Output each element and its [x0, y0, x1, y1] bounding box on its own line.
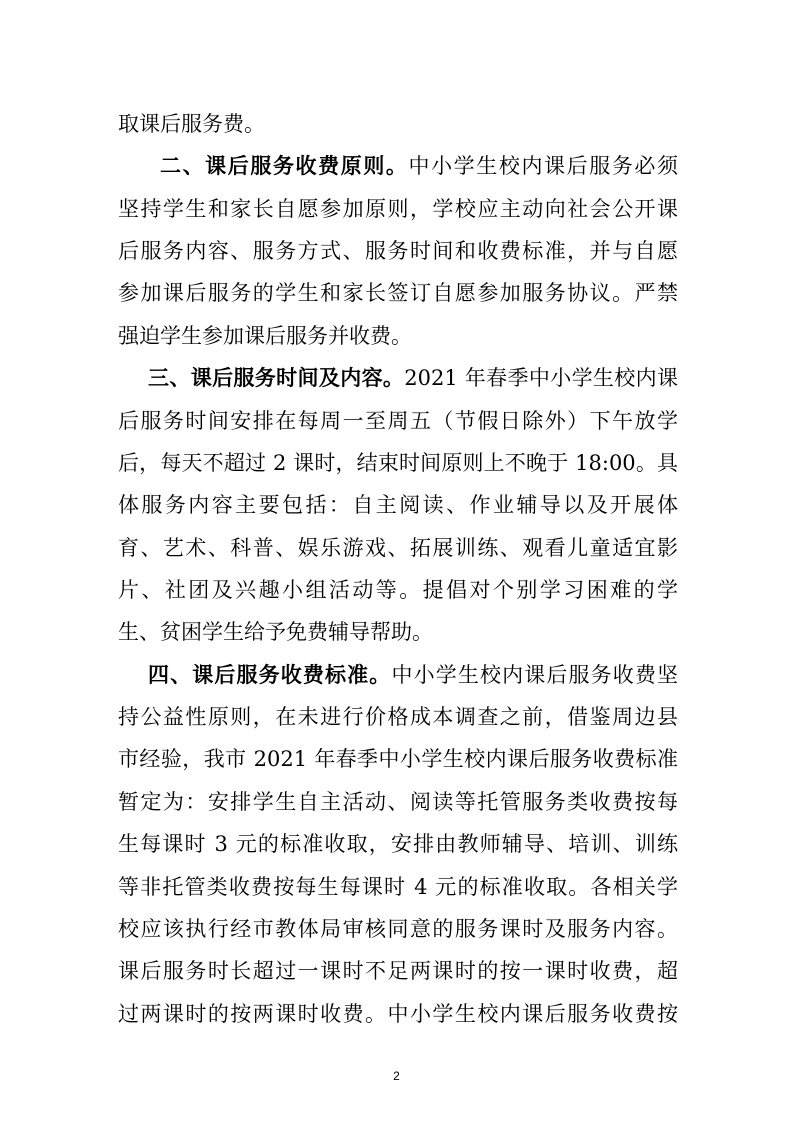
section-4-heading: 四、课后服务收费标准。	[148, 662, 392, 687]
section-4-line: 生每课时 3 元的标准收取，安排由教师辅导、培训、训练	[118, 832, 678, 856]
section-3-line: 育、艺术、科普、娱乐游戏、拓展训练、观看儿童适宜影	[118, 536, 678, 560]
section-2-line: 强迫学生参加课后服务并收费。	[118, 324, 412, 348]
section-4-line: 课后服务时长超过一课时不足两课时的按一课时收费，超	[118, 959, 678, 983]
page-number: 2	[393, 1069, 400, 1083]
section-3-line: 后服务时间安排在每周一至周五（节假日除外）下午放学	[118, 409, 678, 433]
body-text: 取课后服务费。	[118, 112, 265, 136]
section-4-line: 持公益性原则，在未进行价格成本调查之前，借鉴周边县	[118, 705, 678, 729]
section-4-line: 校应该执行经市教体局审核同意的服务课时及服务内容。	[118, 917, 678, 941]
body-text: 中小学生校内课后服务必须	[408, 154, 678, 178]
paragraph-continuation-line	[118, 108, 678, 140]
section-4-line: 过两课时的按两课时收费。中小学生校内课后服务收费按	[118, 1002, 678, 1026]
section-3-line: 体服务内容主要包括：自主阅读、作业辅导以及开展体	[118, 493, 678, 517]
section-2-first-line	[160, 150, 678, 182]
section-2-line: 后服务内容、服务方式、服务时间和收费标准，并与自愿	[118, 239, 678, 263]
section-4-first-line	[148, 659, 678, 691]
body-text: 中小学生校内课后服务收费坚	[391, 663, 679, 687]
section-2-heading: 二、课后服务收费原则。	[160, 153, 409, 178]
section-3-heading: 三、课后服务时间及内容。	[148, 365, 405, 390]
section-3-line: 后，每天不超过 2 课时，结束时间原则上不晚于 18:00。具	[118, 451, 678, 475]
section-3-line: 生、贫困学生给予免费辅导帮助。	[118, 620, 433, 644]
section-4-line: 等非托管类收费按每生每课时 4 元的标准收取。各相关学	[118, 875, 678, 899]
section-4-line: 市经验，我市 2021 年春季中小学生校内课后服务收费标准	[118, 747, 678, 771]
section-3-first-line	[148, 362, 678, 394]
section-2-line: 坚持学生和家长自愿参加原则，学校应主动向社会公开课	[118, 197, 678, 221]
section-4-line: 暂定为：安排学生自主活动、阅读等托管服务类收费按每	[118, 790, 678, 814]
section-3-line: 片、社团及兴趣小组活动等。提倡对个别学习困难的学	[118, 578, 678, 602]
section-2-line: 参加课后服务的学生和家长签订自愿参加服务协议。严禁	[118, 281, 678, 305]
body-text: 2021 年春季中小学生校内课	[404, 366, 678, 390]
